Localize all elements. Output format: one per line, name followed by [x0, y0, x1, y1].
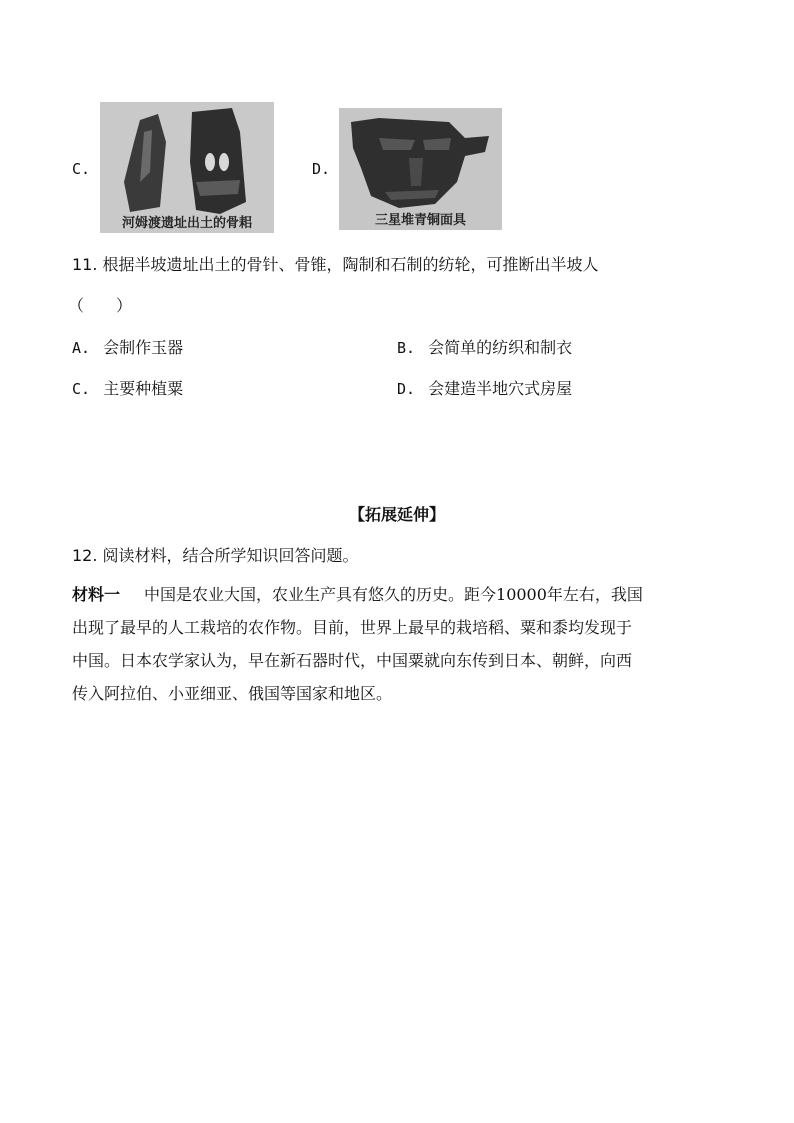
- option-c-letter: C.: [72, 160, 91, 178]
- option-letter: B.: [397, 339, 416, 357]
- material-line: 传入阿拉伯、小亚细亚、俄国等国家和地区。: [72, 684, 393, 703]
- option-text: 主要种植粟: [103, 379, 184, 398]
- option-c-caption: 河姆渡遗址出土的骨耜: [121, 216, 252, 231]
- option-letter: C.: [72, 380, 91, 398]
- material-line: 中国。日本农学家认为，早在新石器时代，中国粟就向东传到日本、朝鲜，向西: [72, 651, 633, 670]
- q12-stem: 12. 阅读材料，结合所学知识回答问题。: [72, 546, 359, 565]
- q12-material: [72, 578, 732, 710]
- q11-option-c[interactable]: [72, 376, 183, 399]
- option-letter: A.: [72, 339, 91, 357]
- q11-option-b[interactable]: [397, 335, 572, 358]
- option-text: 会简单的纺织和制衣: [428, 338, 573, 357]
- material-line: 出现了最早的人工栽培的农作物。目前，世界上最早的栽培稻、粟和黍均发现于: [72, 618, 633, 637]
- option-letter: D.: [397, 380, 416, 398]
- material-line: 材料一 中国是农业大国，农业生产具有悠久的历史。距今10000年左右，我国: [72, 585, 643, 604]
- q11-option-a[interactable]: [72, 335, 183, 358]
- q11-stem: 11. 根据半坡遗址出土的骨针、骨锥，陶制和石制的纺轮，可推断出半坡人: [72, 255, 599, 274]
- q11-answer-blank[interactable]: （ ）: [68, 296, 133, 315]
- option-text: 会制作玉器: [103, 338, 184, 357]
- option-d-letter: D.: [312, 160, 331, 178]
- option-text: 会建造半地穴式房屋: [428, 379, 573, 398]
- material-label: 材料一: [72, 585, 121, 604]
- option-d-photo: [339, 108, 502, 230]
- option-d-caption: 三星堆青铜面具: [374, 213, 466, 228]
- section-title: 【拓展延伸】: [348, 505, 445, 524]
- option-c-photo: [100, 102, 274, 233]
- q11-option-d[interactable]: [397, 376, 572, 399]
